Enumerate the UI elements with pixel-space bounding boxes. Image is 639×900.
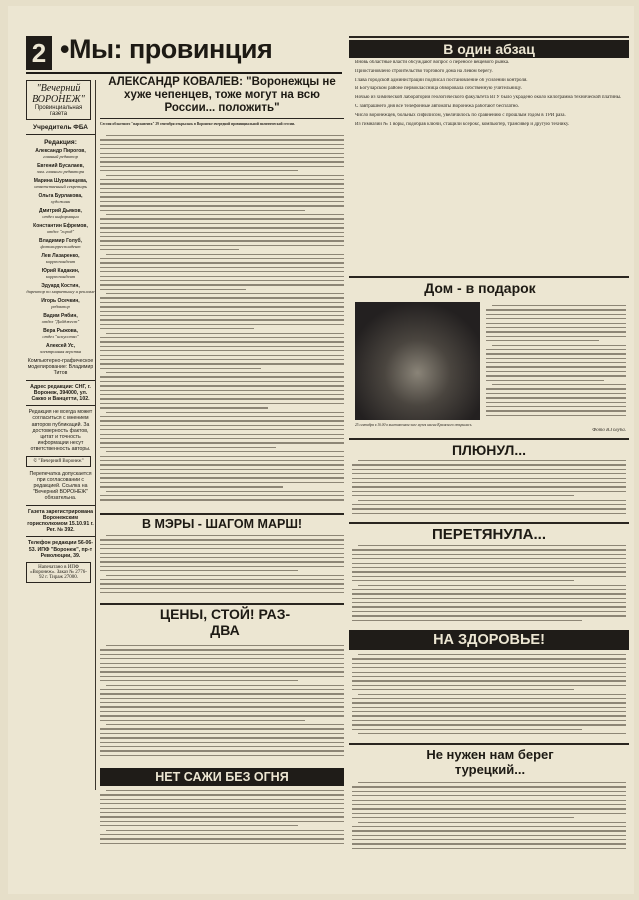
editor-entry xyxy=(26,208,95,219)
founder-line: Учредитель ФБА xyxy=(33,124,88,131)
editor-role: редактор xyxy=(51,304,70,309)
prices-body xyxy=(100,645,344,763)
plyunul-body xyxy=(352,460,626,518)
editor-entry xyxy=(26,253,95,264)
paper-name: "Вечерний ВОРОНЕЖ" xyxy=(32,83,85,105)
bereg-headline: Не нужен нам берег турецкий... xyxy=(426,747,554,777)
abzac-item: Глава городской администрации подписал постановление об усилении контроля. xyxy=(355,77,528,83)
registration: Газета зарегистрирована Воронежским горисполкомом 15.10.91 г. Рег. № 392. xyxy=(27,508,94,534)
page-number: 2 xyxy=(26,36,52,70)
editor-name: Александр Пирогов, xyxy=(35,148,86,154)
abzac-headline: В один абзац xyxy=(349,40,629,58)
editorial-label: Редакция: xyxy=(44,139,77,146)
editor-entry xyxy=(26,223,95,234)
editor-entry xyxy=(26,313,95,324)
paper-subtitle: Провинциальная газета xyxy=(34,105,83,117)
abzac-item: Вновь областные власти обсуждают вопрос о переносе вещевого рынка. xyxy=(355,60,510,65)
abzac-item: В Богучарском районе первоклассница обворовала собственную учительницу. xyxy=(355,86,522,92)
editor-name: Игорь Осечкин, xyxy=(41,298,80,304)
mars-body xyxy=(100,535,344,597)
editor-name: Эдуард Костин, xyxy=(41,283,80,289)
editor-role: электронная верстка xyxy=(39,349,82,354)
gift-caption: 25 сентября в 16.00 в выставочном зале музея имени Крамского открылась xyxy=(355,423,472,427)
editor-name: Вера Рыжова, xyxy=(43,328,78,334)
editor-entry xyxy=(26,328,95,339)
mars-headline: В МЭРЫ - ШАГОМ МАРШ! xyxy=(141,517,303,531)
section-title: •Мы: провинция xyxy=(60,34,273,64)
editor-entry xyxy=(26,148,95,159)
exhibition-photo xyxy=(355,302,480,420)
gift-body xyxy=(486,305,626,423)
abzac-items xyxy=(349,60,629,270)
reprint-note: Перепечатка допускается при согласовании с редакцией. Ссылка на "Вечерний ВОРОНЕЖ" обязательна. xyxy=(29,470,92,502)
bereg-body xyxy=(352,782,626,854)
editor-entry xyxy=(26,178,95,189)
editorial-address: Адрес редакции: СНГ, г. Воронеж, 394000, ул. Сакко и Ванцетти, 102. xyxy=(30,383,91,403)
editor-role: корреспондент xyxy=(45,259,76,264)
editor-name: Юрий Кадакин, xyxy=(41,268,80,274)
editor-name: Алексей Ус, xyxy=(46,343,75,349)
editor-entry xyxy=(26,283,95,294)
editor-name: Евгений Бусалаев, xyxy=(37,163,84,169)
editor-entry xyxy=(26,193,95,204)
editor-role: отдел "искусство" xyxy=(42,334,79,339)
editors-list xyxy=(26,148,95,354)
zdorovie-body xyxy=(352,654,626,740)
fire-headline: НЕТ САЖИ БЕЗ ОГНЯ xyxy=(100,768,344,786)
header-rule xyxy=(26,72,342,74)
abzac-item: Число воронежцев, больных сифилисом, увеличилось по сравнению с прошлым годом в ТРИ раза. xyxy=(355,112,566,118)
masthead-sidebar xyxy=(26,80,96,790)
editor-name: Вадим Рябин, xyxy=(43,313,78,319)
editor-entry xyxy=(26,343,95,354)
editor-role: фотокорреспондент xyxy=(40,244,81,249)
editor-role: отдел "Дайджест" xyxy=(41,319,80,324)
editor-entry xyxy=(26,298,95,309)
ad-block: © "Вечерний Воронеж" xyxy=(26,456,91,467)
print-info: Напечатано в ИПФ «Воронеж». Заказ № 2776-92 г. Тираж 27000. xyxy=(26,562,91,583)
peretyanula-body xyxy=(352,545,626,627)
layout-credit: Компьютерно-графическое моделирование: Владимир Титов xyxy=(27,358,94,377)
editor-role: отдел "город" xyxy=(46,229,75,234)
phones: Телефон редакции 56-06-53. ИПФ "Воронеж", пр-т Революции, 39. xyxy=(28,540,93,559)
fire-body xyxy=(100,790,344,850)
masthead-box xyxy=(26,80,91,120)
abzac-item: С завтрашнего дня все телефонные автоматы Воронежа работают бесплатно. xyxy=(355,103,520,109)
editor-name: Ольга Бурлакова, xyxy=(38,193,83,199)
editor-name: Константин Ефремов, xyxy=(33,223,88,229)
editor-entry xyxy=(26,238,95,249)
zdorovie-headline: НА ЗДОРОВЬЕ! xyxy=(349,630,629,650)
editor-entry xyxy=(26,163,95,174)
peretyanula-headline: ПЕРЕТЯНУЛА... xyxy=(432,526,546,543)
editor-name: Лев Лазаренко, xyxy=(41,253,80,259)
abzac-item: Из гимназии № 1 воры, подобрав ключи, стащили ксерокс, компьютер, трансивер и другую технику. xyxy=(355,121,570,127)
main-article-headline: АЛЕКСАНДР КОВАЛЕВ: "Воронежцы не хуже чепенцев, тоже могут на всю России... положить" xyxy=(108,76,336,114)
gift-headline: Дом - в подарок xyxy=(424,280,536,296)
editor-role: отдел информации xyxy=(42,214,79,219)
editor-role: главный редактор xyxy=(42,154,79,159)
editor-name: Владимир Голуб, xyxy=(39,238,82,244)
editor-role: художник xyxy=(50,199,71,204)
editor-name: Марина Шурманцева, xyxy=(33,178,88,184)
editor-role: зам. главного редактора xyxy=(36,169,85,174)
editor-role: корреспондент xyxy=(45,274,76,279)
abzac-item: Ночью из химической лаборатории геологического факультета ВГУ было украдено около килограмма технической платины. xyxy=(355,95,622,101)
main-article-body xyxy=(100,135,344,505)
prices-headline: ЦЕНЫ, СТОЙ! РАЗ-ДВА xyxy=(159,606,291,638)
photo-credit: Фото В.Голуба. xyxy=(592,428,626,433)
main-article-lead: Сессия областного "парламента" 29 сентября открылась в Воронеже очередной провинциальной политической сессии. xyxy=(100,122,296,126)
editor-role: ответственный секретарь xyxy=(34,184,87,189)
editor-role: директор по маркетингу и рекламе xyxy=(26,289,95,294)
plyunul-headline: ПЛЮНУЛ... xyxy=(451,442,527,458)
editor-entry xyxy=(26,268,95,279)
disclaimer: Редакция не всегда может согласиться с мнением авторов публикаций. За достоверность фактов, цитат и точность информации несут ответственность авторы. xyxy=(28,409,93,453)
editor-name: Дмитрий Дьяков, xyxy=(39,208,82,214)
abzac-item: Приостановлено строительство торгового дома на Левом берегу. xyxy=(355,68,493,74)
